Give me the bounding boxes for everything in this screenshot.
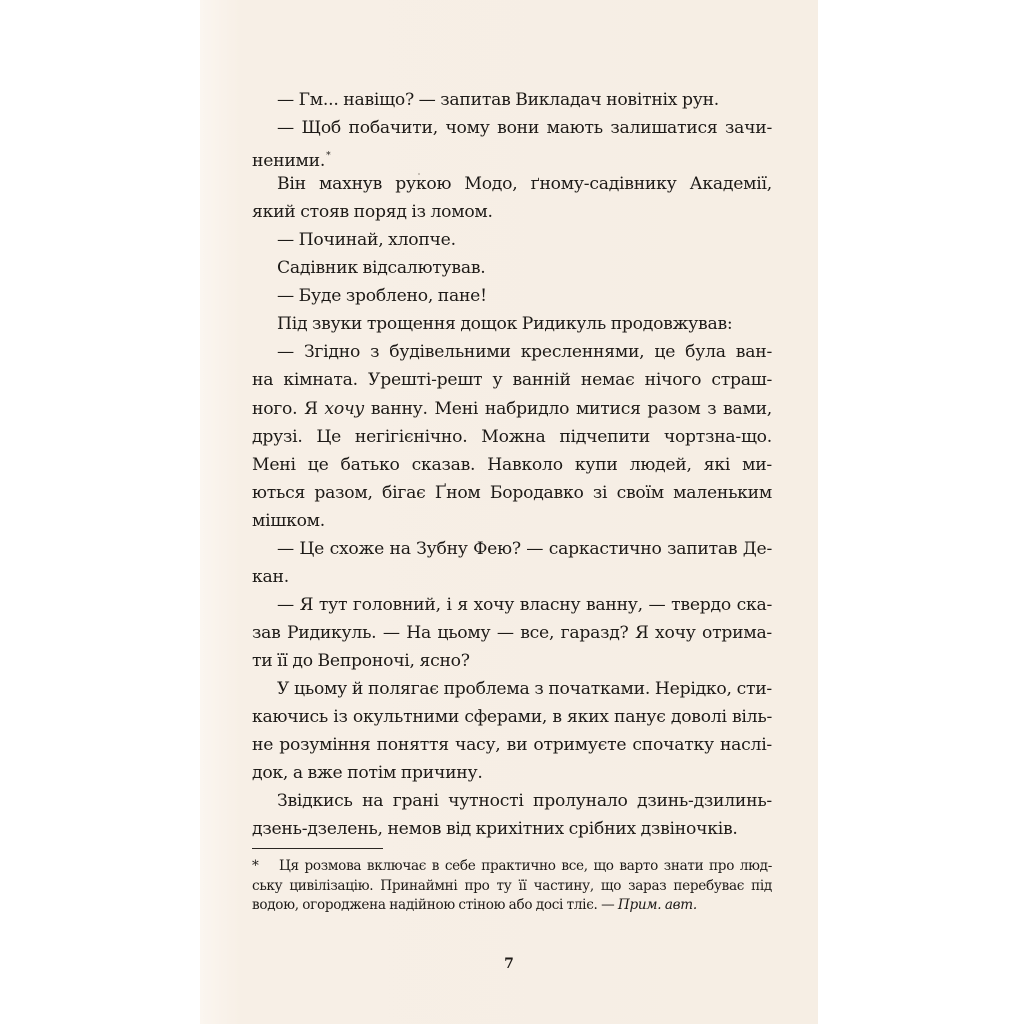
body-line xyxy=(252,395,772,423)
footnote-divider xyxy=(252,848,383,849)
body-line: — Я тут головний, і я хочу власну ванну, — твердо ска- xyxy=(277,594,772,615)
body-line: док, а вже потім причину. xyxy=(252,763,483,784)
body-line: Звідкись на грані чутності пролунало дзинь-дзилинь- xyxy=(277,791,772,812)
body-line: зав Ридикуль. — На цьому — все, гаразд? Я хочу отрима- xyxy=(252,622,772,643)
body-line: Під звуки трощення дощок Ридикуль продовжував: xyxy=(277,314,733,335)
body-line: Він махнув рукою Модо, ґному-садівнику Академії, xyxy=(277,174,772,195)
footnote xyxy=(252,857,772,916)
body-line: — Щоб побачити, чому вони мають залишатися зачи- xyxy=(277,118,772,139)
body-line: Мені це батько сказав. Навколо купи людей, які ми- xyxy=(252,454,772,475)
body-line xyxy=(252,142,772,170)
body-line: мішком. xyxy=(252,510,326,531)
body-line: на кімната. Урешті-решт у ванній немає нічого страш- xyxy=(252,370,772,391)
footnote-attribution: Прим. авт. xyxy=(617,897,697,913)
footnote-reference: * xyxy=(326,151,331,162)
body-line: ються разом, бігає Ґном Бородавко зі своїм маленьким xyxy=(252,482,772,503)
footnote-line xyxy=(252,896,772,916)
body-line: який стояв поряд із ломом. xyxy=(252,202,493,223)
body-line: дзень-дзелень, немов від крихітних срібних дзвіночків. xyxy=(252,819,738,840)
footnote-line xyxy=(252,857,772,877)
line-text: ного. Я xyxy=(252,398,325,419)
body-line: — Буде зроблено, пане! xyxy=(277,286,487,307)
footnote-text: Ця розмова включає в себе практично все, що варто знати про люд- xyxy=(279,858,772,874)
body-line: У цьому й полягає проблема з початками. Нерідко, сти- xyxy=(277,678,772,699)
body-line: — Згідно з будівельними кресленнями, це була ван- xyxy=(277,342,772,363)
body-line: не розуміння поняття часу, ви отримуєте спочатку наслі- xyxy=(252,735,772,756)
body-line: кан. xyxy=(252,566,289,587)
footnote-line: ську цивілізацію. Принаймні про ту її частину, що зараз перебуває під xyxy=(252,877,772,894)
book-page xyxy=(200,0,818,1024)
page-number: 7 xyxy=(504,956,514,972)
footnote-text: водою, огороджена надійною стіною або досі тліє. — xyxy=(252,897,618,913)
body-line: — Починай, хлопче. xyxy=(277,230,456,251)
line-text: ванну. Мені набридло митися разом з вами, xyxy=(364,398,772,419)
body-line: ти її до Вепроночі, ясно? xyxy=(252,650,470,671)
footnote-marker: * xyxy=(252,858,259,874)
body-line: — Це схоже на Зубну Фею? — саркастично запитав Де- xyxy=(277,538,772,559)
body-text xyxy=(252,86,772,843)
body-line: каючись із окультними сферами, в яких панує доволі віль- xyxy=(252,707,772,728)
emphasis-text: хочу xyxy=(324,398,365,419)
body-line: друзі. Це негігієнічно. Можна підчепити чортзна-що. xyxy=(252,426,772,447)
body-line: — Гм... навіщо? — запитав Викладач новітніх рун. xyxy=(277,90,719,110)
line-text: неними. xyxy=(252,151,326,172)
body-line: Садівник відсалютував. xyxy=(277,258,486,279)
